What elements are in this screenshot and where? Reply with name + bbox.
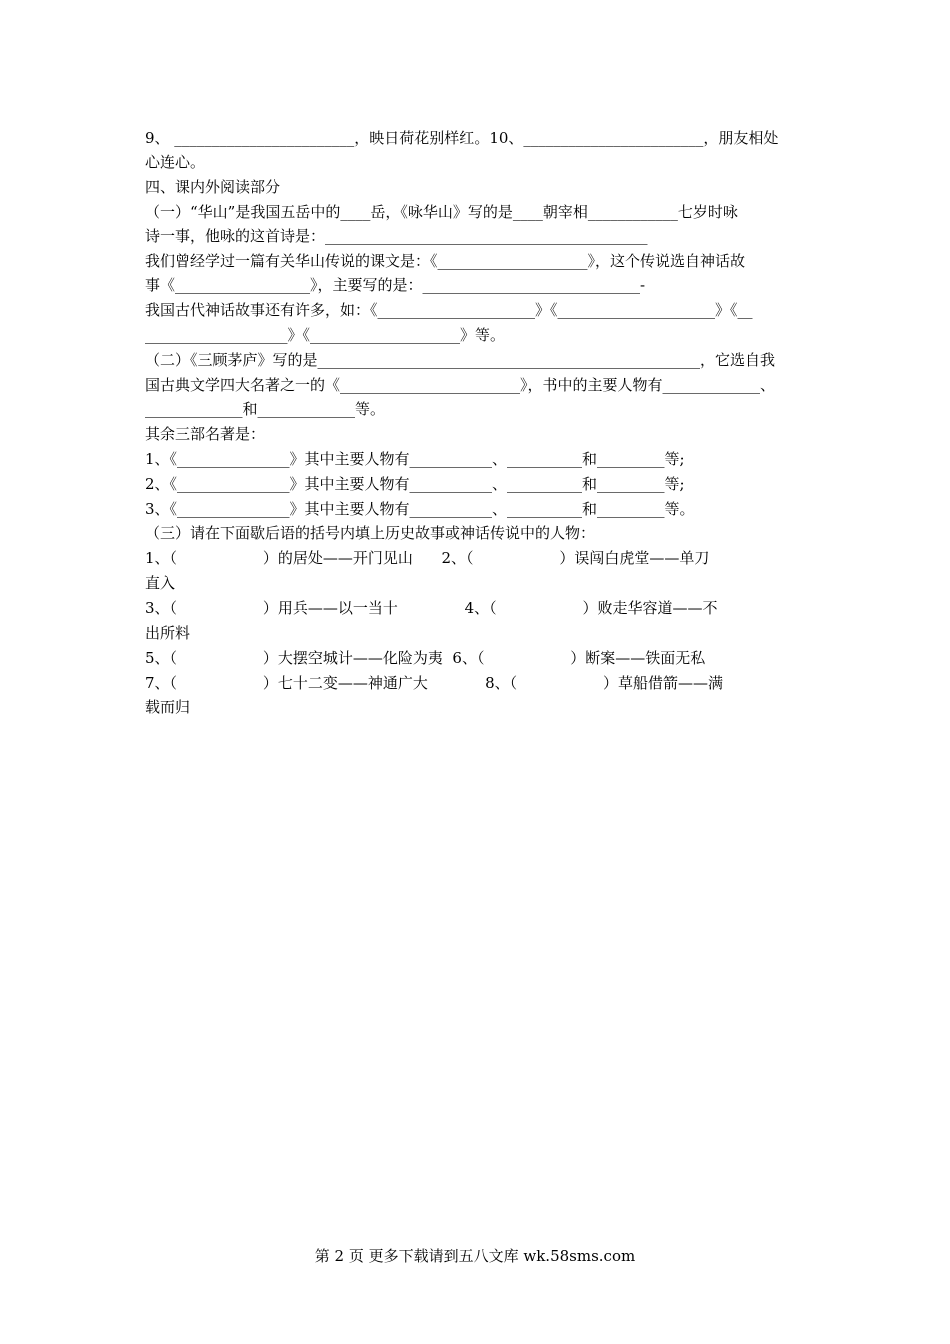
text-line: 诗一事，他咏的这首诗是：___________________________________________ bbox=[145, 227, 648, 245]
text-line: （二）《三顾茅庐》写的是___________________________________________________，它选自我 bbox=[145, 351, 776, 369]
text-line: ___________________》《____________________》等。 bbox=[145, 326, 506, 344]
text-line: （三）请在下面歇后语的括号内填上历史故事或神话传说中的人物： bbox=[145, 524, 596, 542]
text-line: 2、《_______________》其中主要人物有___________、__________和_________等; bbox=[145, 475, 685, 493]
text-line: 心连心。 bbox=[145, 153, 206, 171]
text-line: 3、《_______________》其中主要人物有___________、__________和_________等。 bbox=[145, 500, 695, 518]
text-line: 直入 bbox=[145, 574, 176, 592]
text-line: 7、（ ）七十二变——神通广大 8、（ ）草船借箭——满 bbox=[145, 674, 723, 692]
text-line: _____________和_____________等。 bbox=[145, 400, 386, 418]
text-line: 1、《_______________》其中主要人物有___________、__________和_________等; bbox=[145, 450, 685, 468]
page-footer: 第 2 页 更多下载请到五八文库 wk.58sms.com bbox=[314, 1247, 636, 1265]
text-line: 我们曾经学过一篇有关华山传说的课文是：《____________________》，这个传说选自神话故 bbox=[145, 252, 746, 270]
text-line: 我国古代神话故事还有许多，如：《_____________________》《_____________________》《__ bbox=[145, 301, 753, 319]
text-line: 国古典文学四大名著之一的《________________________》，书中的主要人物有_____________、 bbox=[145, 376, 776, 394]
text-line: 9、 ________________________，映日荷花别样红。10、________________________，朋友相处 bbox=[145, 129, 779, 147]
text-line: （一）“华山”是我国五岳中的____岳，《咏华山》写的是____朝宰相____________七岁时咏 bbox=[145, 203, 738, 221]
text-line: 出所料 bbox=[145, 624, 191, 642]
text-line: 3、（ ）用兵——以一当十 4、（ ）败走华容道——不 bbox=[145, 599, 718, 617]
text-line: 5、（ ）大摆空城计——化险为夷 6、（ ）断案——铁面无私 bbox=[145, 649, 706, 667]
text-line: 其余三部名著是： bbox=[145, 425, 266, 443]
text-line: 载而归 bbox=[145, 698, 191, 716]
text-line: 1、（ ）的居处——开门见山 2、（ ）误闯白虎堂——单刀 bbox=[145, 549, 710, 567]
section-heading: 四、课内外阅读部分 bbox=[145, 178, 281, 196]
text-line: 事《__________________》，主要写的是：_____________________________- bbox=[145, 276, 646, 294]
